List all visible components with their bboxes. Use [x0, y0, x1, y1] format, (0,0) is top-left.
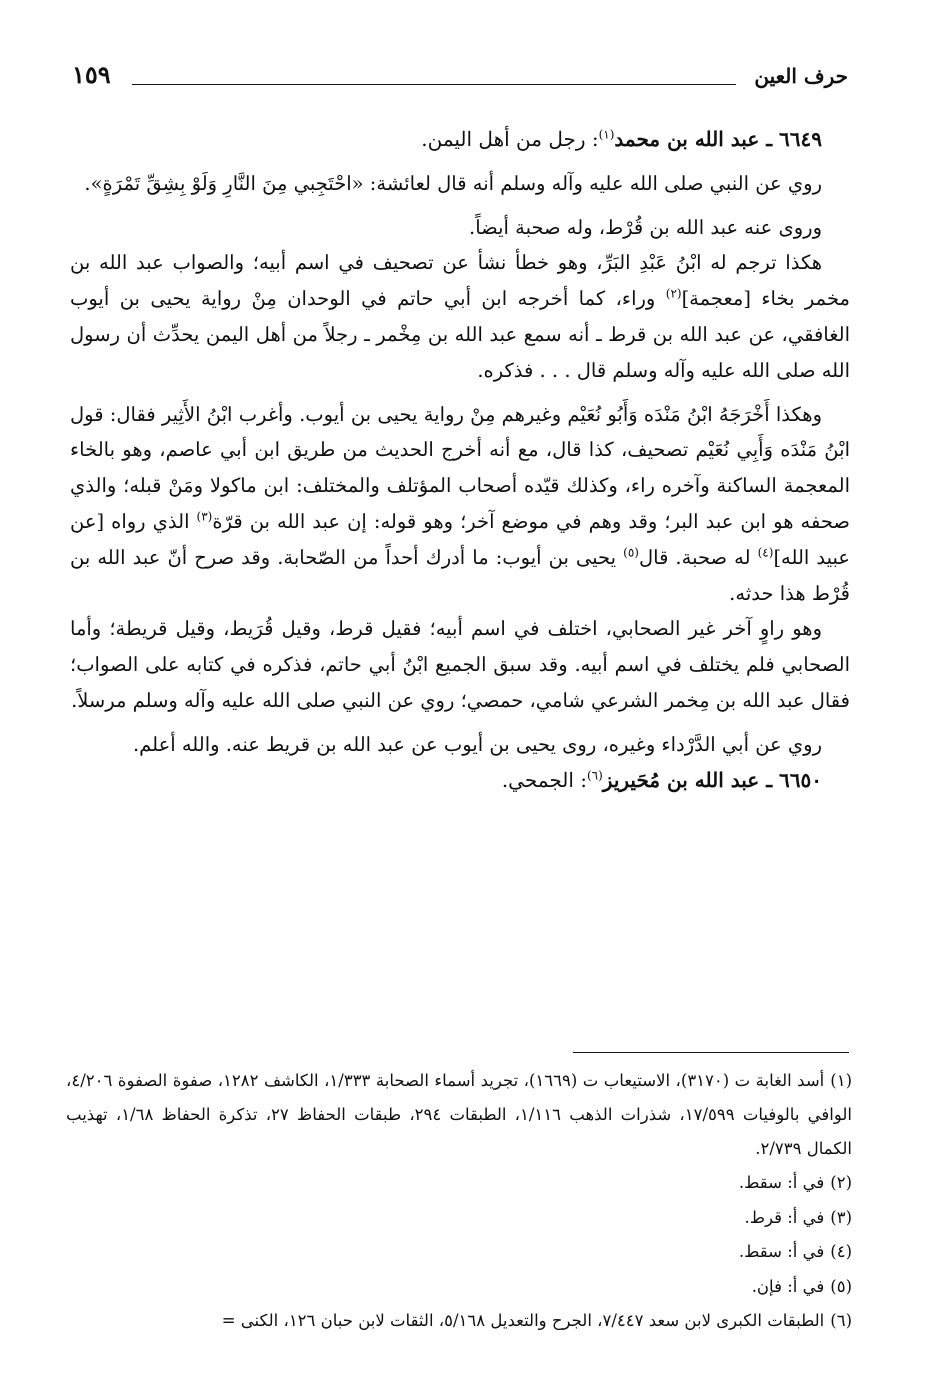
entry-description: : رجل من أهل اليمن. — [421, 127, 599, 151]
page-number: ١٥٩ — [72, 60, 111, 89]
footnote-text: أسد الغابة ت (٣١٧٠)، الاستيعاب ت (١٦٦٩)، تجريد أسماء الصحابة ١/٣٣٣، الكاشف ١٢٨٢، صفوة الصفوة ٤/٢٠٦، الوافي بالوفيات ١٧/٥٩٩، شذرات الذهب ١/١١٦، الطبقات ٢٩٤، طبقات الحفاظ ٢٧، تذكرة الحفاظ ١/٦٨، تهذيب الكمال ٢/٧٣٩. — [66, 1071, 852, 1158]
footnote-text: في أ: سقط. — [738, 1173, 825, 1192]
footnote-4 — [66, 1235, 852, 1270]
entry-heading: ٦٦٤٩ ـ عبد الله بن محمد — [614, 127, 822, 151]
footnote-text: الطبقات الكبرى لابن سعد ٧/٤٤٧، الجرح والتعديل ٥/١٦٨، الثقات لابن حبان ١٢٦، الكنى = — [221, 1311, 825, 1330]
page-header — [72, 58, 848, 98]
footnote-text: في أ: سقط. — [738, 1242, 825, 1261]
footnote-ref: (٥) — [623, 545, 639, 560]
paragraph-text: الذي رواه [عن عبيد الله] — [70, 509, 851, 569]
footnote-5 — [66, 1270, 852, 1305]
footnotes — [66, 1064, 852, 1339]
entry-heading: ٦٦٥٠ ـ عبد الله بن مُحَيريز — [602, 767, 822, 792]
footnote-number: (٤) — [830, 1242, 852, 1261]
footnote-1 — [66, 1064, 852, 1166]
entry-description: : الجمحي. — [501, 767, 587, 792]
paragraph-text: وراء، كما أخرجه ابن أبي حاتم في الوحدان مِنْ رواية يحيى بن أيوب الغافقي، عن عبد الله بن قرط ـ أنه سمع عبد الله بن مِخْمر ـ رجلاً من أهل اليمن يحدِّث أن رسول الله صلى الله عليه وآله وسلم قال . . . فذكره. — [70, 287, 850, 382]
header-rule — [132, 84, 736, 85]
paragraph — [70, 397, 850, 612]
paragraph — [70, 245, 850, 388]
footnote-number: (٥) — [830, 1276, 852, 1296]
footnote-text: في أ: قرط. — [744, 1207, 825, 1227]
paragraph-text: له صحبة. قال — [638, 545, 758, 569]
footnote-number: (١) — [830, 1071, 852, 1090]
footnote-2 — [66, 1166, 852, 1201]
paragraph: روي عن النبي صلى الله عليه وآله وسلم أنه قال لعائشة: «احْتَجِبي مِنَ النَّارِ وَلَوْ بِشِقِّ تَمْرَةٍ». — [84, 171, 822, 195]
footnote-number: (٦) — [830, 1311, 852, 1330]
entry-6650 — [70, 763, 850, 799]
footnote-number: (٢) — [830, 1173, 852, 1192]
section-title: حرف العين — [754, 64, 848, 88]
entry-6649 — [70, 122, 850, 158]
footnote-ref: (١) — [598, 127, 615, 142]
footnote-ref: (٣) — [196, 509, 213, 524]
footnote-divider — [573, 1052, 849, 1053]
paragraph-text: هكذا ترجم له ابْنُ عَبْدِ البَرِّ، وهو خطأ نشأ عن تصحيف في اسم أبيه؛ والصواب عبد الله بن مخمر بخاء [معجمة] — [70, 251, 850, 311]
footnote-ref: (٢) — [665, 286, 682, 301]
footnote-ref: (٤) — [757, 545, 774, 560]
paragraph: وهو راوٍ آخر غير الصحابي، اختلف في اسم أبيه؛ فقيل قرط، وقيل قُرَيط، وقيل قريطة؛ وأما الصحابي فلم يختلف في اسم أبيه. وقد سبق الجميع ابْنُ أبي حاتم، فذكره في كتابه على الصواب؛ فقال عبد الله بن مِخمر الشرعي شامي، حمصي؛ روي عن النبي صلى الله عليه وآله وسلم مرسلاً. — [70, 617, 850, 712]
paragraph: روي عن أبي الدَّرْداء وغيره، روى يحيى بن أيوب عن عبد الله بن قريط عنه. والله أعلم. — [132, 732, 822, 756]
footnote-text: في أ: فإن. — [751, 1276, 825, 1296]
footnote-6 — [66, 1304, 852, 1339]
paragraph-text: وهكذا أَخْرَجَهُ ابْنُ مَنْدَه وَأَبُو نُعَيْم وغيرهم مِنْ رواية يحيى بن أيوب. وأغرب ابْنُ الأَثِير فقال: قول ابْنُ مَنْدَه وَأَبِي نُعَيْم تصحيف، كذا قال، مع أنه أخرج الحديث من طريق ابن أبي عاصم، وهو بالخاء المعجمة الساكنة وآخره راء، وكذلك قيّده أصحاب المؤتلف والمختلف: ابن ماكولا ومَنْ قبله؛ والذي صحفه هو ابن عبد البر؛ وقد وهم في موضع آخر؛ وهو قوله: إن عبد الله بن قرّة — [70, 402, 850, 533]
footnote-ref: (٦) — [586, 767, 603, 782]
paragraph-text: يحيى بن أيوب: ما أدرك أحداً من الصّحابة. وقد صرح أنّ عبد الله بن قُرْط هذا حدثه. — [70, 545, 850, 605]
footnote-number: (٣) — [830, 1207, 852, 1227]
main-text — [70, 122, 850, 806]
paragraph: وروى عنه عبد الله بن قُرْط، وله صحبة أيضاً. — [469, 215, 822, 239]
footnote-3 — [66, 1201, 852, 1236]
